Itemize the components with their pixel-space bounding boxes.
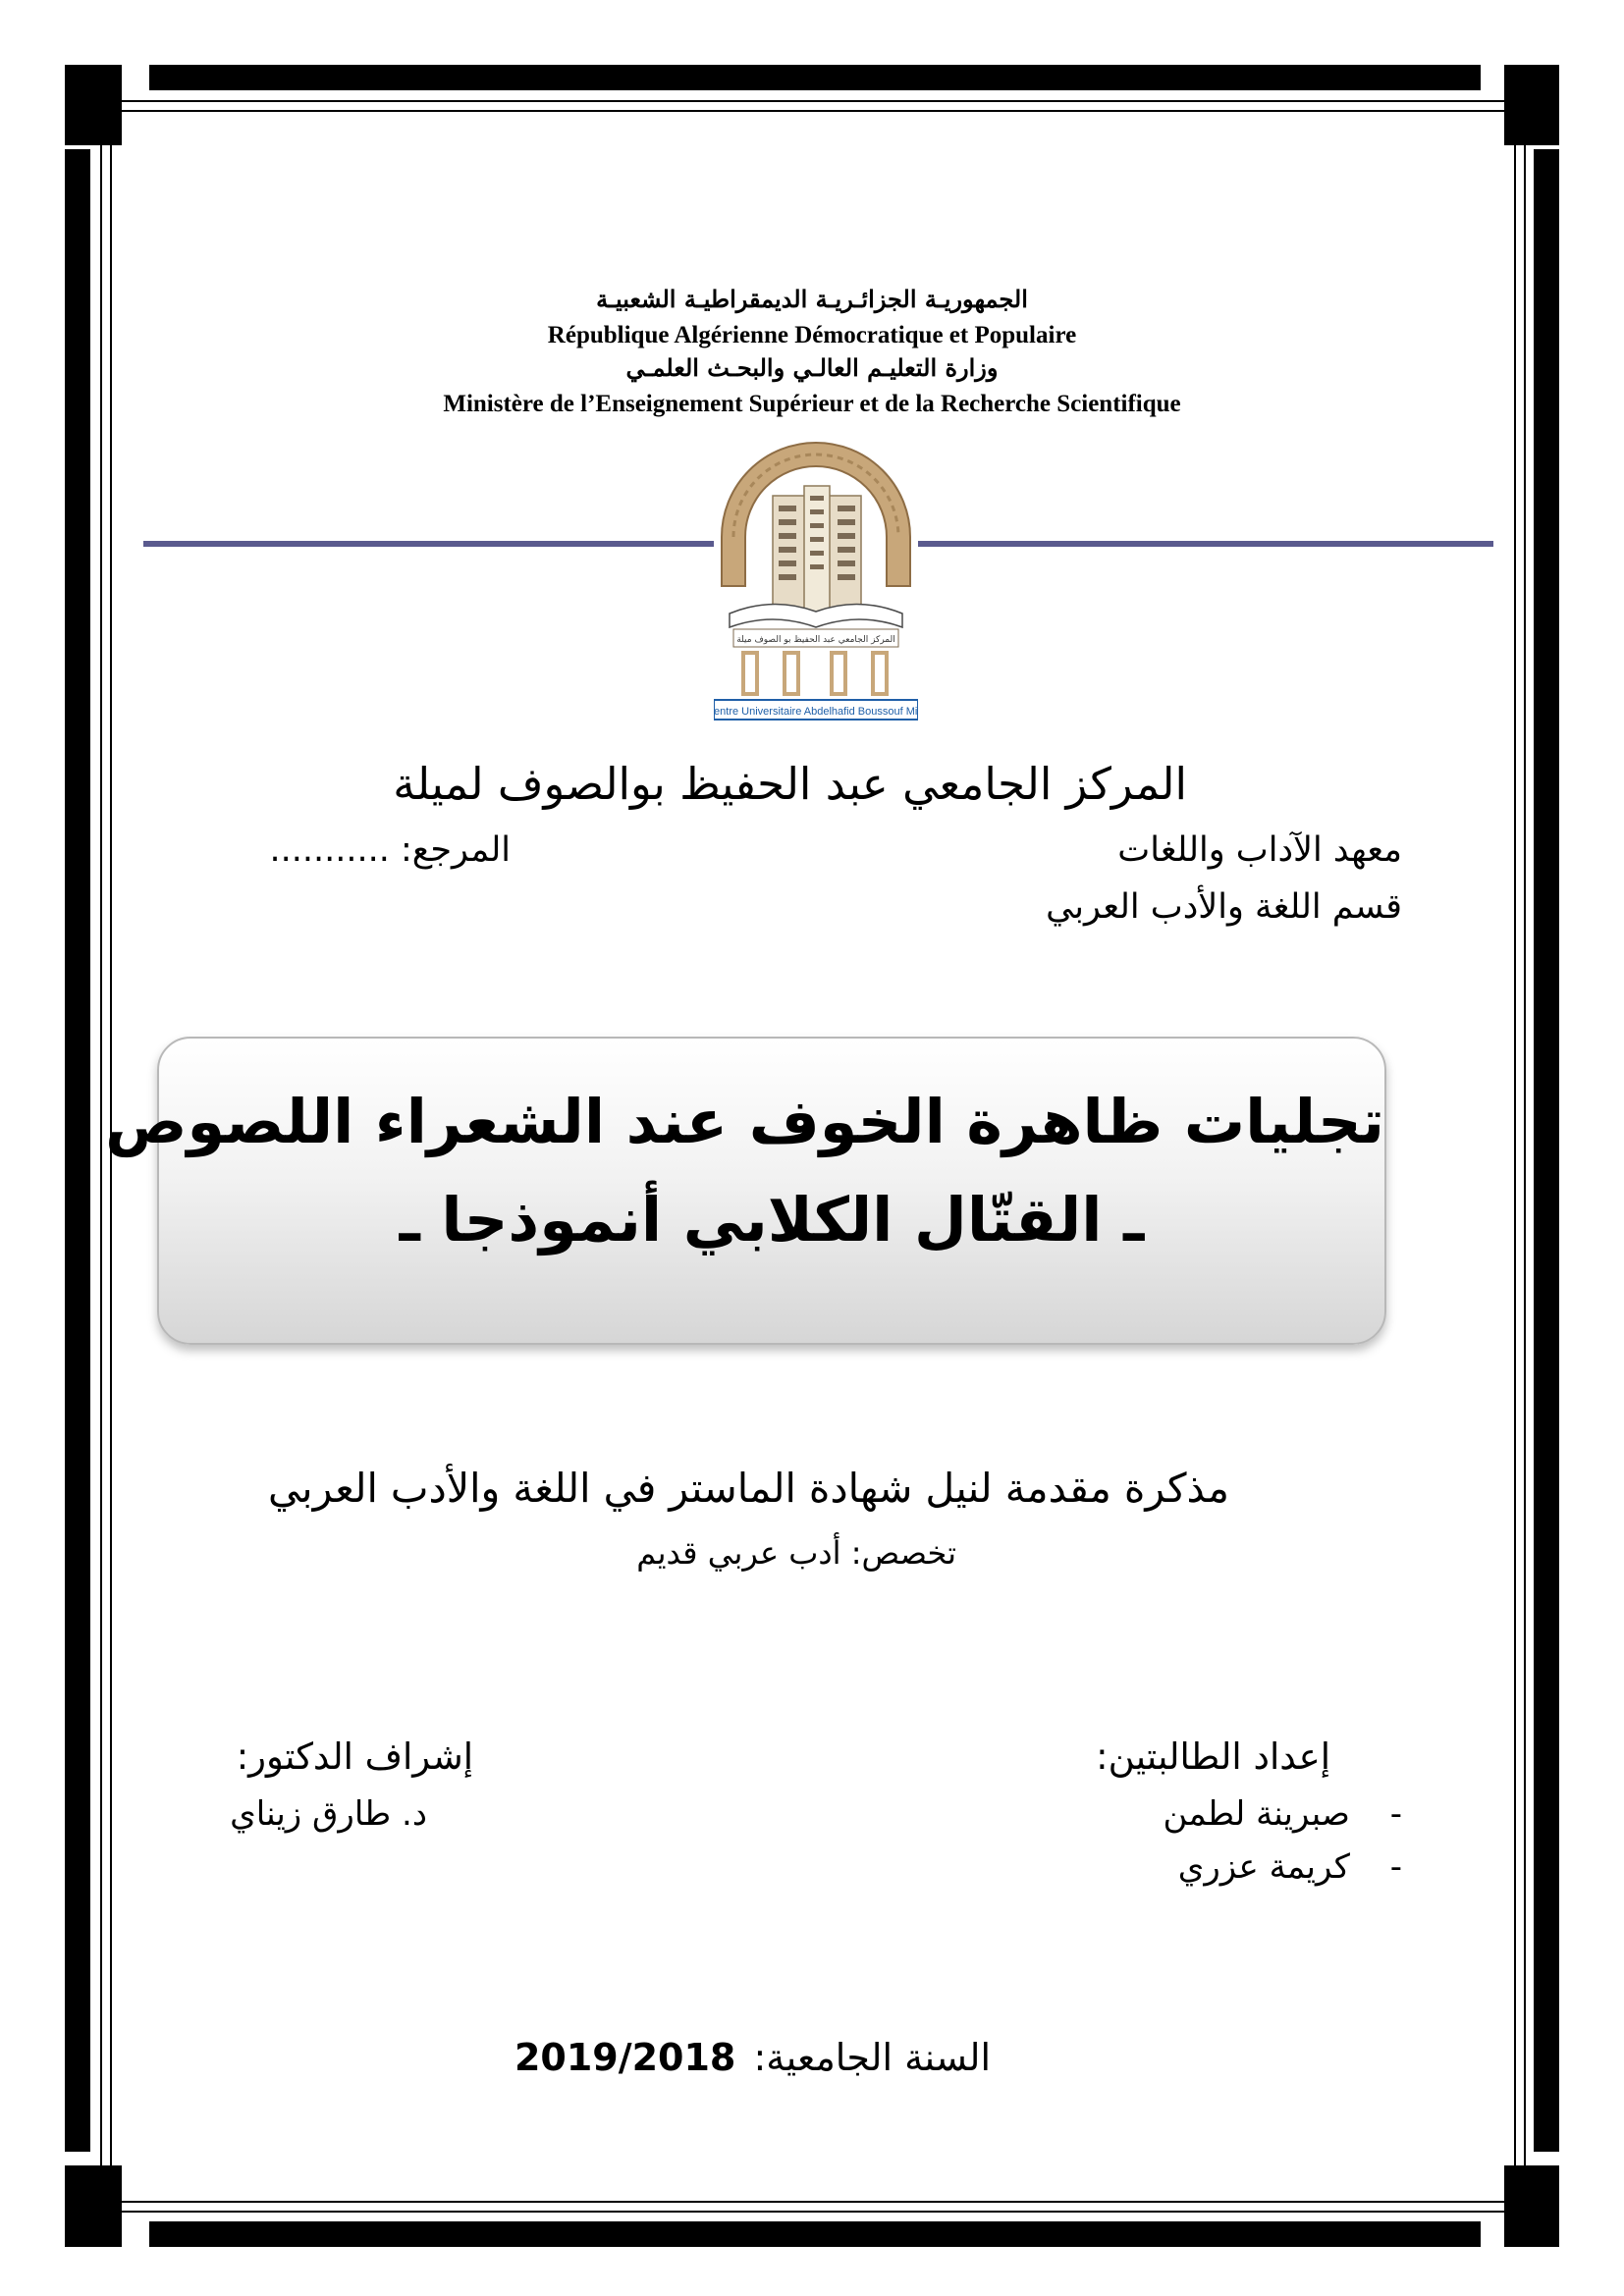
list-bullet: - [1389, 1847, 1402, 1887]
student-list-item [1163, 1794, 1402, 1834]
students-label: إعداد الطالبتين: [1096, 1735, 1330, 1778]
academic-year [514, 2036, 991, 2079]
university-logo [714, 439, 918, 723]
thesis-description: مذكرة مقدمة لنيل شهادة الماستر في اللغة والأدب العربي [267, 1465, 1229, 1512]
student-name: صبرينة لطمن [1163, 1794, 1350, 1834]
frame-right-bar [1534, 149, 1559, 2152]
frame-left-bar [65, 149, 90, 2152]
logo-caption-french: Centre Universitaire Abdelhafid Boussouf Mila [714, 706, 918, 718]
university-logo-graphic [714, 439, 918, 723]
republic-arabic: الجمهوريـة الجزائـريـة الديمقراطيـة الشعبيـة [596, 285, 1028, 313]
ministry-arabic: وزارة التعليـم العالـي والبحـث العلمـي [625, 353, 999, 382]
reference-field: المرجع: ........... [269, 830, 511, 870]
header-rule-right [918, 541, 1493, 547]
frame-bottom-bar [149, 2221, 1481, 2247]
thesis-title-box [105, 1037, 1386, 1345]
list-bullet: - [1389, 1794, 1402, 1834]
student-name: كريمة عزري [1177, 1847, 1350, 1887]
center-name: المركز الجامعي عبد الحفيظ بوالصوف لميلة [393, 758, 1187, 810]
department-name: قسم اللغة والأدب العربي [1046, 887, 1402, 927]
frame-top-bar [149, 65, 1481, 90]
thesis-subtitle: ـ القتّال الكلابي أنموذجا ـ [399, 1184, 1145, 1255]
header-rule-left [143, 541, 715, 547]
logo-caption-arabic: المركز الجامعي عبد الحفيظ بو الصوف ميلة [736, 635, 895, 645]
republic-french: République Algérienne Démocratique et Populaire [547, 322, 1077, 348]
student-list-item [1178, 1847, 1402, 1887]
academic-year-label: السنة الجامعية: [753, 2036, 991, 2079]
supervisor-label: إشراف الدكتور: [236, 1735, 473, 1778]
ministry-french: Ministère de l’Enseignement Supérieur et de la Recherche Scientifique [443, 391, 1181, 417]
thesis-title: تجليات ظاهرة الخوف عند الشعراء اللصوص [105, 1086, 1384, 1157]
institute-name: معهد الآداب واللغات [1117, 830, 1402, 870]
supervisor-name: د. طارق زيناي [230, 1794, 427, 1834]
specialty: تخصص: أدب عربي قديم [636, 1534, 956, 1572]
academic-year-value: 2019/2018 [514, 2036, 736, 2079]
